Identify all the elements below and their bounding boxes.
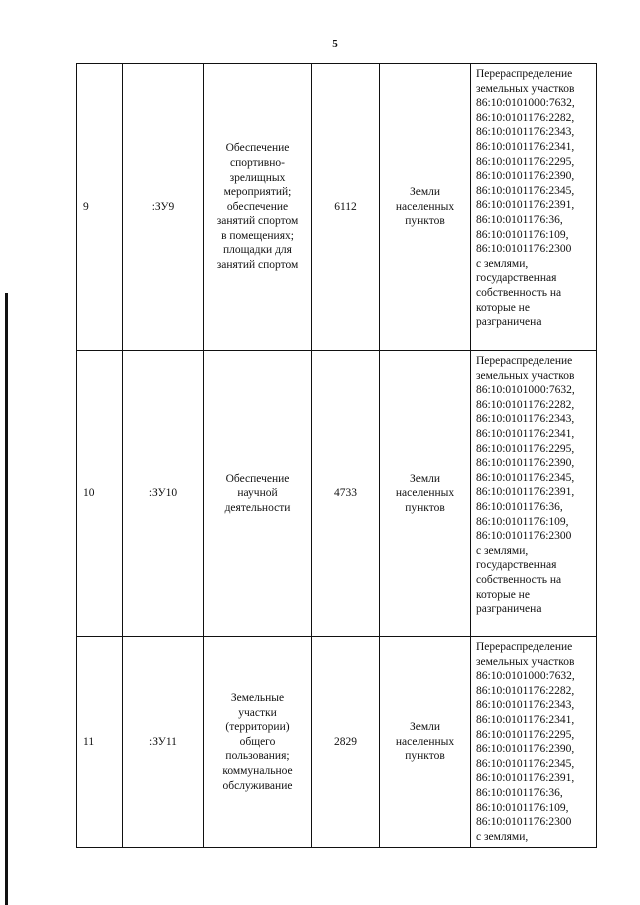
permitted-use-line: Обеспечение: [225, 142, 290, 155]
formation-method-line: 86:10:0101000:7632,: [476, 384, 575, 397]
formation-method-line: земельных участков: [476, 82, 575, 95]
permitted-use-line: спортивно-: [230, 156, 285, 169]
formation-method-line: 86:10:0101176:2391,: [476, 199, 575, 212]
formation-method-cell: [471, 637, 597, 848]
permitted-use-line: обслуживание: [222, 779, 293, 792]
formation-method-line: которые не: [476, 588, 530, 601]
formation-method-line: 86:10:0101176:109,: [476, 801, 569, 814]
table-row: [77, 64, 597, 351]
formation-method-line: 86:10:0101176:2391,: [476, 486, 575, 499]
formation-method-line: Перераспределение: [476, 355, 573, 367]
formation-method-line: 86:10:0101176:36,: [476, 213, 563, 226]
formation-method-line: 86:10:0101176:2345,: [476, 471, 575, 484]
formation-method-line: 86:10:0101176:2300: [476, 816, 572, 829]
formation-method-line: 86:10:0101176:2341,: [476, 140, 575, 153]
formation-method-line: 86:10:0101176:2345,: [476, 184, 575, 197]
row-number-cell: [77, 637, 123, 848]
formation-method-line: 86:10:0101176:2390,: [476, 170, 575, 183]
table-row: [77, 637, 597, 848]
formation-method-line: 86:10:0101176:2343,: [476, 126, 575, 139]
parcel-code: :ЗУ10: [148, 487, 178, 500]
parcel-area: 6112: [334, 200, 357, 213]
area-cell: [312, 637, 380, 848]
land-category-line: населенных: [395, 487, 455, 500]
formation-method-line: 86:10:0101176:2282,: [476, 684, 575, 697]
row-number-cell: [77, 64, 123, 351]
permitted-use-line: участки: [238, 706, 277, 719]
formation-method-line: 86:10:0101176:2282,: [476, 111, 575, 124]
formation-method-line: 86:10:0101176:2300: [476, 243, 572, 256]
permitted-use-line: мероприятий;: [223, 186, 292, 199]
formation-method-line: 86:10:0101176:36,: [476, 500, 563, 513]
formation-method-line: собственность на: [476, 573, 562, 586]
area-cell: [312, 351, 380, 637]
formation-method-line: 86:10:0101176:2295,: [476, 155, 575, 168]
land-category-cell: [380, 637, 471, 848]
formation-method-line: 86:10:0101176:2345,: [476, 757, 575, 770]
land-category-line: Земли: [409, 721, 441, 734]
formation-method-line: 86:10:0101000:7632,: [476, 670, 575, 683]
area-cell: [312, 64, 380, 351]
margin-line: [5, 293, 8, 905]
formation-method-line: 86:10:0101176:2295,: [476, 442, 575, 455]
parcel-area: 2829: [334, 735, 357, 748]
permitted-use-line: обеспечение: [226, 200, 289, 213]
formation-method-line: земельных участков: [476, 369, 575, 382]
formation-method-line: земельных участков: [476, 655, 575, 668]
formation-method-line: с землями,: [476, 544, 529, 557]
formation-method-line: с землями,: [476, 257, 529, 270]
formation-method-cell: [471, 351, 597, 637]
formation-method-line: с землями,: [476, 830, 529, 843]
formation-method-line: 86:10:0101176:2391,: [476, 772, 575, 785]
table-row: [77, 351, 597, 637]
table-body: [77, 64, 597, 848]
row-number: 11: [83, 735, 95, 748]
permitted-use-cell: [204, 64, 312, 351]
formation-method-line: собственность на: [476, 286, 562, 299]
formation-method-line: 86:10:0101000:7632,: [476, 97, 575, 110]
parcel-code-cell: [123, 637, 204, 848]
parcel-code-cell: [123, 64, 204, 351]
land-category-cell: [380, 64, 471, 351]
permitted-use-line: общего: [239, 735, 276, 748]
formation-method-line: государственная: [476, 272, 557, 285]
formation-method-line: 86:10:0101176:2300: [476, 530, 572, 543]
permitted-use-line: Земельные: [230, 692, 285, 705]
formation-method-line: 86:10:0101176:2343,: [476, 699, 575, 712]
page-number: 5: [332, 38, 338, 50]
parcel-code-cell: [123, 351, 204, 637]
permitted-use-line: площадки для: [223, 244, 292, 257]
row-number: 9: [83, 200, 89, 213]
formation-method-line: 86:10:0101176:2390,: [476, 457, 575, 470]
formation-method-line: 86:10:0101176:2341,: [476, 427, 575, 440]
formation-method-cell: [471, 64, 597, 351]
row-number: 10: [83, 487, 95, 500]
formation-method-line: разграничена: [476, 603, 542, 616]
formation-method-line: 86:10:0101176:36,: [476, 786, 563, 799]
land-category-line: населенных: [395, 200, 455, 213]
permitted-use-line: коммунальное: [222, 765, 293, 778]
formation-method-line: 86:10:0101176:109,: [476, 228, 569, 241]
permitted-use-line: зрелищных: [229, 171, 286, 184]
formation-method-line: 86:10:0101176:2341,: [476, 713, 575, 726]
parcel-area: 4733: [334, 487, 357, 500]
formation-method-line: 86:10:0101176:2295,: [476, 728, 575, 741]
permitted-use-line: научной: [237, 487, 278, 500]
permitted-use-line: в помещениях;: [221, 229, 294, 242]
row-number-cell: [77, 351, 123, 637]
permitted-use-cell: [204, 637, 312, 848]
formation-method-line: 86:10:0101176:2282,: [476, 398, 575, 411]
permitted-use-line: Обеспечение: [225, 472, 290, 485]
formation-method-line: разграничена: [476, 316, 542, 329]
land-category-line: Земли: [409, 472, 441, 485]
permitted-use-line: занятий спортом: [216, 215, 299, 228]
formation-method-line: 86:10:0101176:109,: [476, 515, 569, 528]
land-parcels-table: [76, 63, 597, 848]
land-category-cell: [380, 351, 471, 637]
parcel-code: :ЗУ9: [151, 200, 175, 213]
land-category-line: пунктов: [405, 750, 445, 763]
formation-method-line: Перераспределение: [476, 68, 573, 80]
parcel-code: :ЗУ11: [149, 735, 177, 748]
permitted-use-line: пользования;: [225, 750, 290, 763]
land-category-line: пунктов: [405, 501, 445, 514]
land-category-line: пунктов: [405, 215, 445, 228]
land-category-line: Земли: [409, 186, 441, 199]
permitted-use-line: занятий спортом: [216, 259, 299, 272]
formation-method-line: 86:10:0101176:2390,: [476, 743, 575, 756]
formation-method-line: государственная: [476, 559, 557, 572]
permitted-use-line: (территории): [225, 721, 290, 734]
permitted-use-cell: [204, 351, 312, 637]
formation-method-line: 86:10:0101176:2343,: [476, 413, 575, 426]
formation-method-line: Перераспределение: [476, 641, 573, 653]
formation-method-line: которые не: [476, 301, 530, 314]
permitted-use-line: деятельности: [224, 501, 291, 514]
land-category-line: населенных: [395, 735, 455, 748]
